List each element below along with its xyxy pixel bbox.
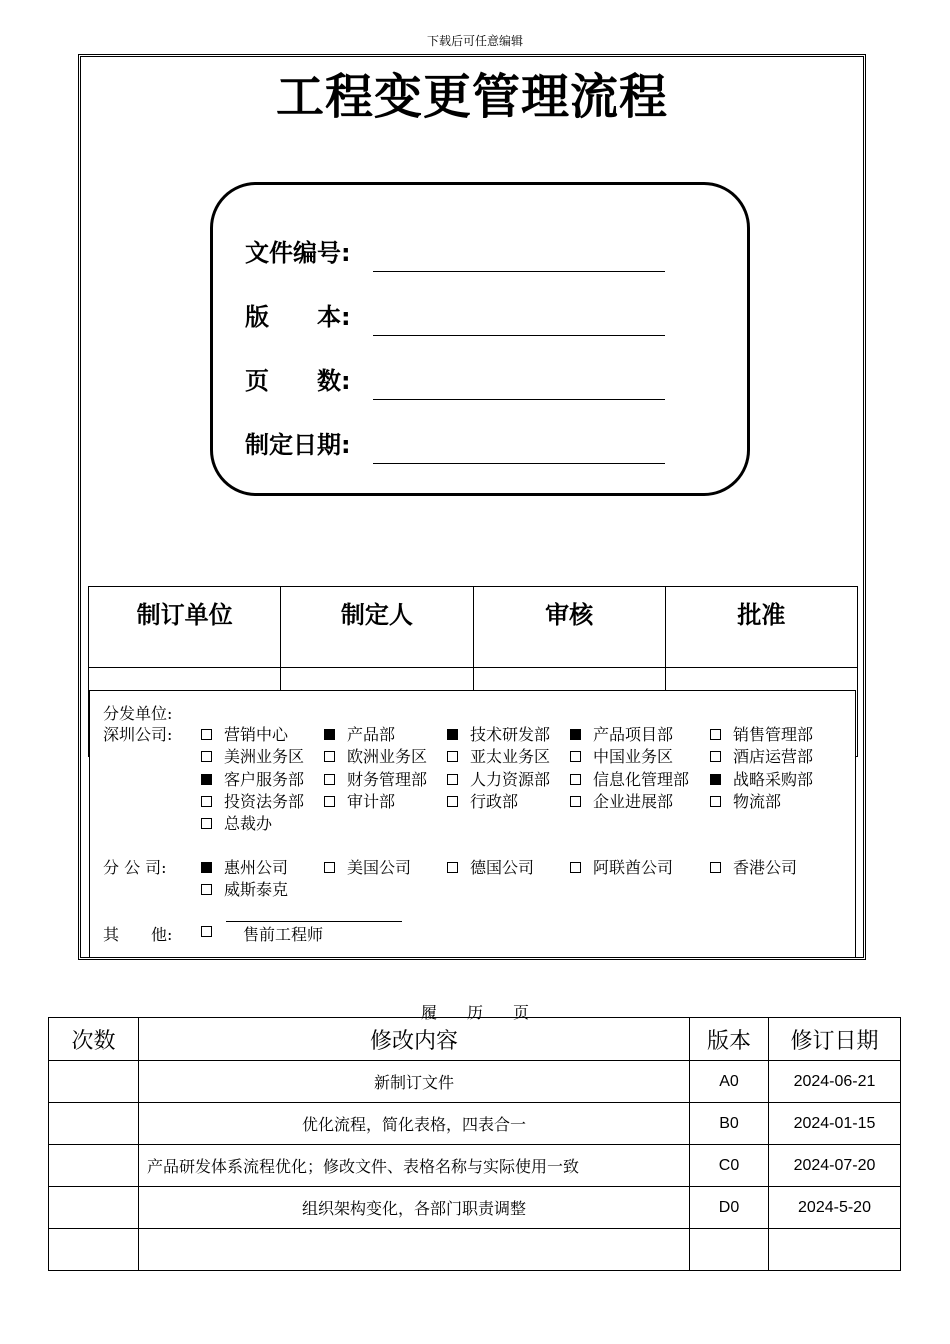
history-version: A0 [690,1061,769,1103]
history-version: C0 [690,1145,769,1187]
distribution-box [89,690,856,958]
page-count-line [373,399,665,400]
empty-box-icon[interactable] [324,751,335,762]
other-checkbox[interactable] [201,926,212,937]
distribution-option-label: 审计部 [347,791,396,811]
distribution-option-label: 战略采购部 [733,769,814,789]
history-version: B0 [690,1103,769,1145]
checked-box-icon[interactable] [710,774,721,785]
page-count-field[interactable] [245,361,725,401]
distribution-option[interactable] [710,722,813,745]
distribution-option-label: 技术研发部 [470,725,551,744]
distribution-option[interactable] [710,789,781,812]
distribution-option-label: 营销中心 [224,725,289,744]
empty-box-icon[interactable] [710,729,721,740]
distribution-option-label: 阿联酋公司 [593,858,674,877]
distribution-option[interactable] [324,744,427,767]
distribution-option[interactable] [324,855,411,878]
distribution-option-label: 欧洲业务区 [347,747,428,767]
history-count [49,1187,139,1229]
history-col-version: 版本 [690,1018,769,1061]
signoff-header-approve: 批准 [665,587,857,668]
empty-box-icon[interactable] [447,796,458,807]
history-content: 产品研发体系流程优化；修改文件、表格名称与实际使用一致 [139,1145,690,1187]
checked-box-icon[interactable] [447,729,458,740]
empty-box-icon[interactable] [710,796,721,807]
file-number-field[interactable] [245,233,725,273]
distribution-option-label: 财务管理部 [347,769,428,789]
history-col-content: 修改内容 [139,1018,690,1061]
date-field[interactable] [245,425,725,465]
date-label: 制定日期: [245,431,351,459]
history-date: 2024-5-20 [769,1187,901,1229]
distribution-option-label: 惠州公司 [224,858,289,877]
distribution-option[interactable] [570,722,673,745]
file-number-label: 文件编号: [245,239,351,267]
empty-box-icon[interactable] [570,751,581,762]
distribution-option-label: 客户服务部 [224,769,305,789]
branch-label: 分 公 司: [103,858,167,877]
distribution-option[interactable] [201,789,304,812]
empty-box-icon[interactable] [201,729,212,740]
distribution-option-label: 德国公司 [470,858,535,877]
distribution-option-label: 总裁办 [224,814,273,834]
version-field[interactable] [245,297,725,337]
page-count-label: 页 数: [245,367,351,395]
empty-box-icon[interactable] [201,884,212,895]
empty-box-icon[interactable] [710,862,721,873]
distribution-option[interactable] [324,722,395,745]
empty-box-icon[interactable] [201,751,212,762]
empty-box-icon[interactable] [201,796,212,807]
distribution-option[interactable] [324,789,395,812]
signoff-header-author: 制定人 [281,587,473,668]
distribution-option-label: 酒店运营部 [733,747,814,767]
distribution-option-label: 中国业务区 [593,747,674,767]
empty-box-icon[interactable] [570,796,581,807]
distribution-option[interactable] [201,744,304,767]
other-checkbox-item[interactable] [201,922,224,941]
version-label: 版 本: [245,303,351,331]
history-date: 2024-06-21 [769,1061,901,1103]
distribution-heading: 分发单位: [103,704,173,723]
signoff-header-review: 审核 [473,587,665,668]
history-row [49,1229,901,1271]
distribution-option[interactable] [447,744,550,767]
empty-box-icon[interactable] [324,862,335,873]
history-version: D0 [690,1187,769,1229]
checked-box-icon[interactable] [201,862,212,873]
distribution-option[interactable] [201,855,288,878]
history-content: 新制订文件 [139,1061,690,1103]
distribution-option-label: 物流部 [733,791,782,811]
distribution-option[interactable] [201,877,288,900]
history-content [139,1229,690,1271]
empty-box-icon[interactable] [201,818,212,829]
history-count [49,1103,139,1145]
distribution-option-label: 香港公司 [733,858,798,877]
distribution-option[interactable] [447,855,534,878]
history-content: 组织架构变化，各部门职责调整 [139,1187,690,1229]
checked-box-icon[interactable] [570,729,581,740]
checked-box-icon[interactable] [201,774,212,785]
empty-box-icon[interactable] [447,774,458,785]
distribution-option[interactable] [201,722,288,745]
distribution-option[interactable] [570,767,689,790]
empty-box-icon[interactable] [710,751,721,762]
history-row [49,1061,901,1103]
distribution-option-label: 销售管理部 [733,725,814,744]
history-content: 优化流程，简化表格，四表合一 [139,1103,690,1145]
history-row [49,1187,901,1229]
distribution-option[interactable] [710,744,813,767]
history-count [49,1229,139,1271]
distribution-option[interactable] [447,767,550,790]
document-info-card [210,182,750,496]
empty-box-icon[interactable] [447,862,458,873]
history-count [49,1145,139,1187]
other-label: 其 他: [103,925,173,944]
history-col-date: 修订日期 [769,1018,901,1061]
distribution-option-label: 行政部 [470,791,519,811]
date-line [373,463,665,464]
other-value-underline [226,921,402,922]
history-row [49,1103,901,1145]
distribution-option-label: 美洲业务区 [224,747,305,767]
history-version [690,1229,769,1271]
version-line [373,335,665,336]
distribution-option[interactable] [324,767,427,790]
history-date: 2024-07-20 [769,1145,901,1187]
document-title: 工程变更管理流程 [275,69,668,125]
distribution-option-label: 人力资源部 [470,769,551,789]
signoff-header-unit: 制订单位 [89,587,281,668]
history-date: 2024-01-15 [769,1103,901,1145]
distribution-option-label: 投资法务部 [224,791,305,811]
history-count [49,1061,139,1103]
empty-box-icon[interactable] [324,796,335,807]
checked-box-icon[interactable] [324,729,335,740]
distribution-option[interactable] [201,767,304,790]
distribution-option-label: 亚太业务区 [470,747,551,767]
empty-box-icon[interactable] [570,862,581,873]
history-title: 履历页 [420,1003,559,1022]
distribution-option-label: 美国公司 [347,858,412,877]
empty-box-icon[interactable] [447,751,458,762]
distribution-option-label: 威斯泰克 [224,880,289,900]
distribution-option[interactable] [447,789,518,812]
distribution-option-label: 产品项目部 [593,725,674,744]
history-col-count: 次数 [49,1018,139,1061]
header-note: 下载后可任意编辑 [426,34,523,48]
distribution-option[interactable] [570,744,673,767]
distribution-option[interactable] [570,855,673,878]
distribution-option[interactable] [447,722,550,745]
distribution-option-label: 信息化管理部 [593,769,690,789]
other-value[interactable]: 售前工程师 [243,925,324,944]
distribution-option[interactable] [710,855,797,878]
history-row [49,1145,901,1187]
distribution-option[interactable] [710,767,813,790]
distribution-option[interactable] [570,789,673,812]
history-date [769,1229,901,1271]
shenzhen-label: 深圳公司: [103,725,173,744]
empty-box-icon[interactable] [324,774,335,785]
distribution-option-label: 产品部 [347,725,396,744]
revision-history-table [48,1017,901,1271]
empty-box-icon[interactable] [570,774,581,785]
file-number-line [373,271,665,272]
distribution-option-label: 企业进展部 [593,791,674,811]
distribution-option[interactable] [201,811,272,834]
